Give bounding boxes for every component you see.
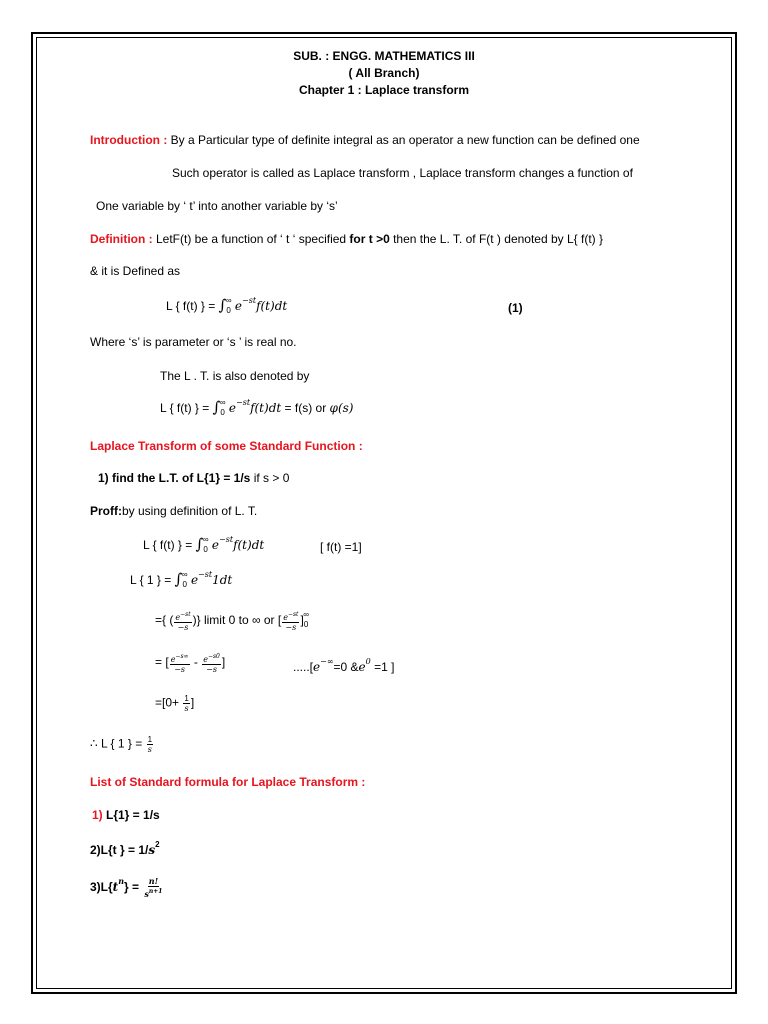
proof-conclusion: ∴ L { 1 } = $\frac{1}{s}$	[90, 735, 153, 754]
formula-heading: List of Standard formula for Laplace Transform :	[90, 775, 366, 789]
intro-line-2: Such operator is called as Laplace transform , Laplace transform changes a function of	[172, 166, 633, 180]
standard-heading: Laplace Transform of some Standard Function :	[90, 439, 363, 453]
where-line: Where ‘s’ is parameter or ‘s ’ is real no.	[90, 335, 297, 349]
intro-text-1: By a Particular type of definite integral as an operator a new function can be defined one	[167, 133, 640, 147]
proof-step-1: L { f(t) } = $\int_0^\infty$ $e^{-st}f(t)dt$	[143, 535, 265, 554]
equation-1: L { f(t) } = $\int_0^\infty$ $e^{-st}f(t)dt$	[166, 296, 288, 315]
intro-line-1	[90, 133, 640, 147]
also-denoted-line: The L . T. is also denoted by	[160, 369, 310, 383]
proof-step-1-note: [ f(t) =1]	[320, 540, 362, 554]
definition-label: Definition :	[90, 232, 153, 246]
formula-2: 2)L{t } = $1/s^2$	[90, 840, 160, 857]
proof-step-3: ={ ( $\frac{e^{-st}}{-s}$ )} limit 0 to ∞ or [ $\frac{e^{-st}}{-s}$ ]$_0^\infty$	[155, 610, 309, 632]
proof-step-5: =[0+ $\frac{1}{s}$ ]	[155, 694, 195, 713]
formula-3: $3)L\{t^n\}$ = $\frac{n!}{s^{n+1}}$	[90, 875, 163, 899]
subject-title: SUB. : ENGG. MATHEMATICS III	[293, 49, 475, 63]
intro-line-3: One variable by ‘ t’ into another variable by ‘s’	[96, 199, 338, 213]
proof-line: Proff:by using definition of L. T.	[90, 504, 258, 518]
formula-1: 1) L{1} = 1/s	[92, 808, 160, 822]
equation-2: L { f(t) } = $\int_0^\infty$ $e^{-st}f(t)dt = f(s)$ or φ(s)	[160, 398, 354, 417]
intro-label: Introduction :	[90, 133, 168, 147]
branch-title: ( All Branch)	[348, 66, 420, 80]
chapter-title: Chapter 1 : Laplace transform	[298, 83, 470, 97]
proof-step-4-note: .....[e−∞=0 $\&e^0 =1$ ]	[293, 657, 395, 674]
proof-step-4: = [ $\frac{e^{-s\infty}}{-s}$ - $\frac{e^{-s0}}{-s}$ ]	[155, 653, 226, 674]
definition-line-2: & it is Defined as	[90, 264, 181, 278]
equation-number: (1)	[508, 301, 523, 315]
proof-step-2: L { 1 } = $\int_0^\infty$ $e^{-st}1dt$	[130, 570, 233, 589]
item-1: 1) find the L.T. of L{1} = 1/s if s > 0	[98, 471, 290, 485]
definition-line-1: Definition : LetF(t) be a function of ‘ t ‘ specified for t >0 then the L. T. of F(t ) denoted by L{ f(t) }	[90, 232, 603, 246]
